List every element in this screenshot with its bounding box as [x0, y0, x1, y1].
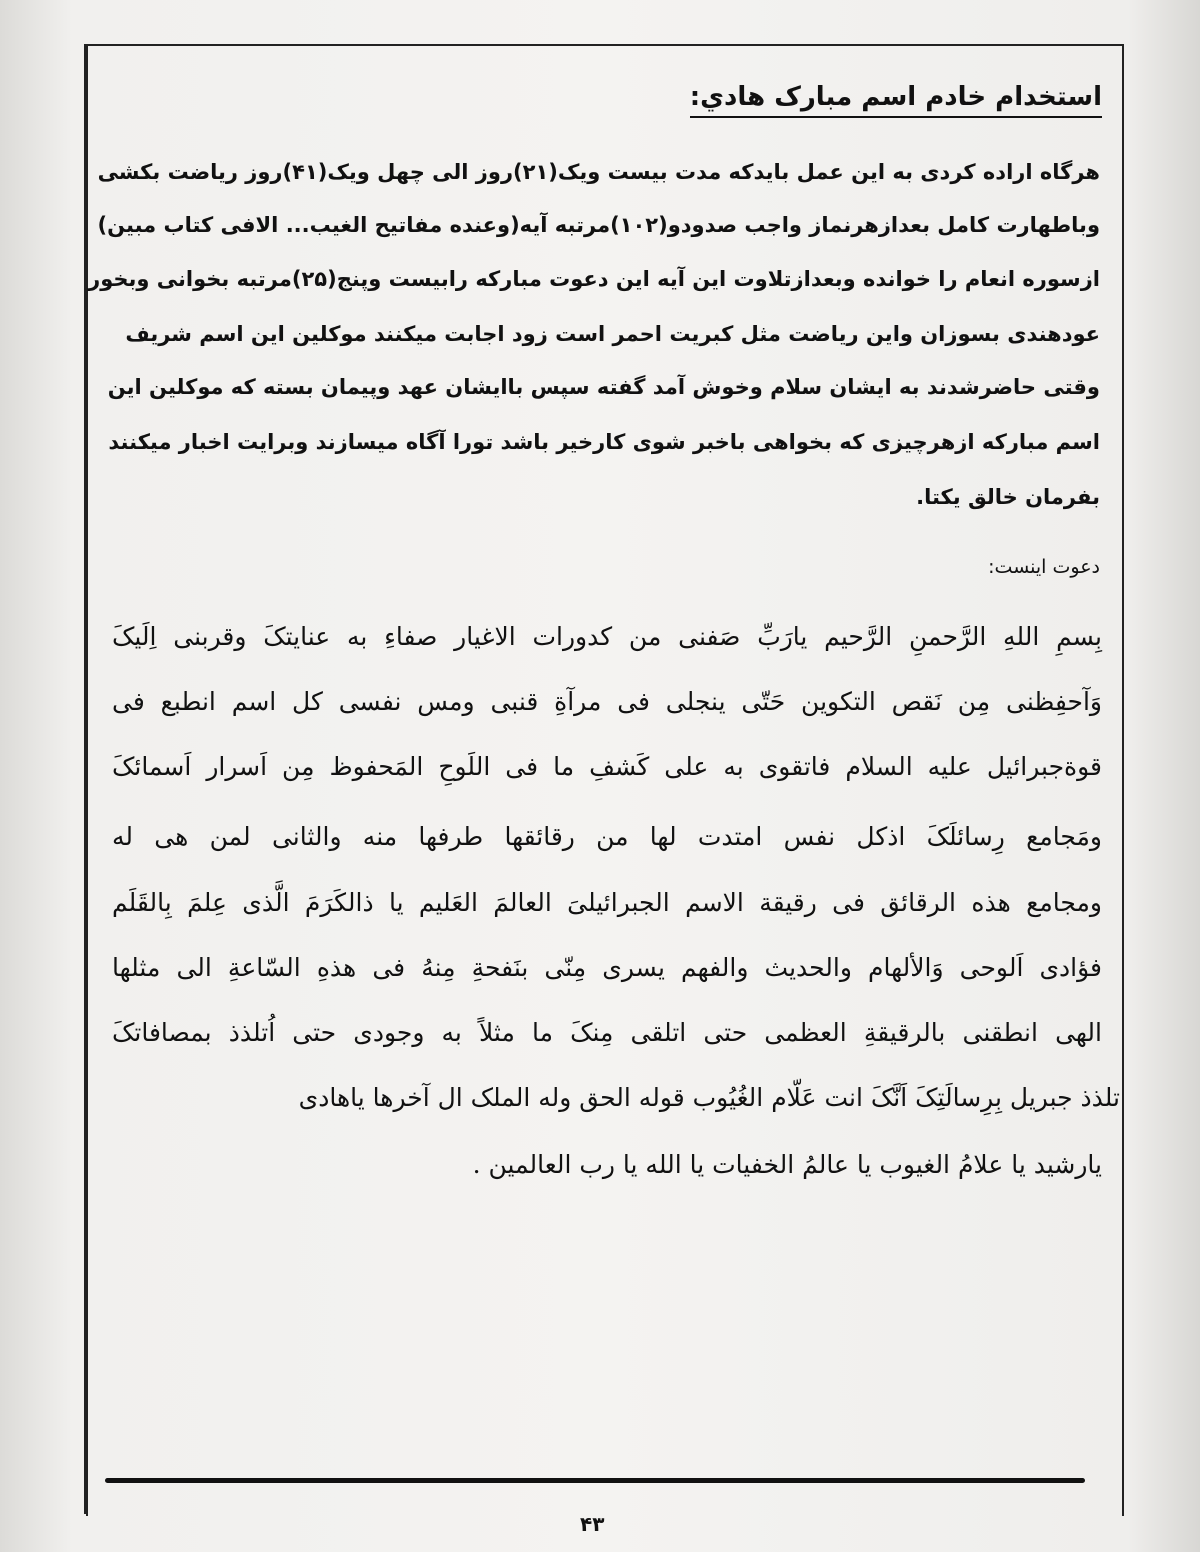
prayer-line: ومجامع هذه الرقائق فی رقیقة الاسم الجبرائیلیَ العالمَ العَلیم یا ذالکَرَمَ الَّذی عِلمَ بِالقَلَم	[112, 888, 1102, 917]
page-number: ۴۳	[580, 1512, 605, 1536]
prayer-line: قوةجبرائیل علیه السلام فاتقوی به علی کَشفِ ما فی اللَوحِ المَحفوظ مِن اَسرار اَسمائکَ	[112, 752, 1102, 781]
paragraph-line: ازسوره انعام را خوانده وبعدازتلاوت این آیه این دعوت مبارکه رابیست وپنج(۲۵)مرتبه بخوانی وبخور	[88, 267, 1100, 291]
prayer-line: فؤادی اَلوحی وَالألهام والحدیث والفهم یسری مِنّی بنَفحةِ مِنهُ فی هذهِ السّاعةِ الی مثلها	[112, 953, 1102, 982]
paragraph-line: عودهندی بسوزان واین ریاضت مثل کبریت احمر است زود اجابت میکنند موکلین این اسم شریف	[125, 322, 1100, 346]
prayer-line: الهی انطقنی بالرقیقةِ العظمی حتی اتلقی مِنکَ ما مثلاً به وجودی حتی اُتلذذ بمصافاتکَ	[112, 1018, 1102, 1047]
prayer-line: بِسمِ اللهِ الرَّحمنِ الرَّحیم یارَبِّ صَفنی من کدورات الاغیار صفاءِ به عنایتکَ وقربنی اِلَیکَ	[112, 622, 1102, 651]
paragraph-line: وقتی حاضرشدند به ایشان سلام وخوش آمد گفته سپس باایشان عهد وپیمان بسته که موکلین این	[107, 375, 1100, 399]
bottom-rule	[105, 1478, 1085, 1483]
page-frame-left	[84, 44, 86, 1514]
paragraph-line: هرگاه اراده کردی به این عمل بایدکه مدت بیست ویک(۲۱)روز الی چهل ویک(۴۱)روز ریاضت بکشی	[97, 160, 1100, 184]
prayer-line: تلذذ جبریل بِرِسالَتِکَ اَنَّکَ انت عَلّام الغُیُوب قوله الحق وله الملک ال آخرها یاهادی	[298, 1083, 1120, 1112]
prayer-line: ومَجامع رِسائلَکَ اذکل نفس امتدت لها من رقائقها طرفها منه والثانی لمن هی له	[112, 822, 1102, 851]
prayer-line: وَآحفِظنی مِن نَقص التکوین حَتّی ینجلی فی مرآةِ قنبی ومس نفسی کل اسم انطبع فی	[112, 687, 1102, 716]
paragraph-line: وباطهارت کامل بعدازهرنماز واجب صدودو(۱۰۲)مرتبه آیه(وعنده مفاتیح الغیب... الافی کتاب مبین)	[97, 213, 1100, 237]
paragraph-line: بفرمان خالق یکتا.	[916, 485, 1100, 509]
section-title: استخدام خادم اسم مبارک هادي:	[690, 82, 1102, 118]
prayer-line: یارشید یا علامُ الغیوب یا عالمُ الخفیات یا الله یا رب العالمین .	[472, 1150, 1102, 1179]
dawat-label: دعوت اینست:	[988, 556, 1100, 578]
paragraph-line: اسم مبارکه ازهرچیزی که بخواهی باخبر شوی کارخیر باشد تورا آگاه میسازند وبرایت اخبار میکنند	[108, 430, 1100, 454]
